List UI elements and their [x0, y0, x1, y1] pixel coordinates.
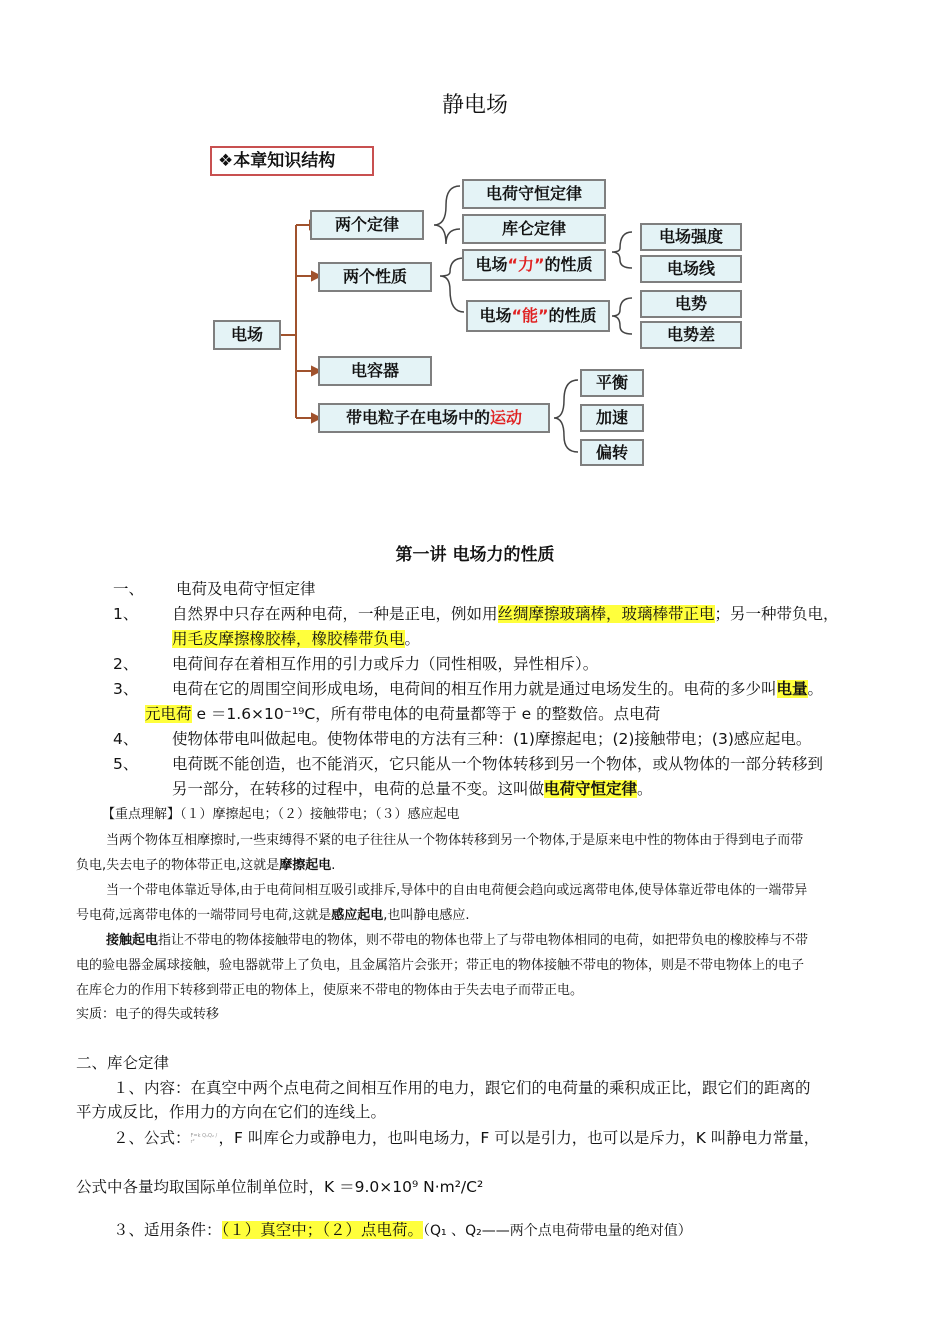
- node-particle-motion: [318, 403, 550, 433]
- node-acceleration: 加速: [580, 404, 644, 432]
- node-force-property: [462, 249, 606, 281]
- node-coulomb-law: 库仑定律: [462, 214, 606, 244]
- force-word: “力”: [507, 255, 545, 274]
- item1-num: 1、: [113, 605, 139, 623]
- force-post: 的性质: [544, 255, 593, 274]
- item1-line2: 用毛皮摩擦橡胶棒，橡胶棒带负电。: [172, 630, 421, 648]
- item3-line2: 元电荷 e ＝1.6×10⁻¹⁹C，所有带电体的电荷量都等于 e 的整数倍。点电荷: [145, 705, 661, 723]
- contact-line3: 在库仑力的作用下转移到带正电的物体上，使原来不带电的物体由于失去电子而带正电。: [76, 983, 584, 998]
- item4-num: 4、: [113, 730, 139, 748]
- force-pre: 电场: [475, 255, 508, 274]
- item2-text: 电荷间存在着相互作用的引力或斥力（同性相吸，异性相斥）。: [172, 655, 599, 673]
- node-potential: 电势: [640, 290, 742, 318]
- friction-line1: 当两个物体互相摩擦时,一些束缚得不紧的电子往往从一个物体转移到另一个物体,于是原来电中性的物体由于得到电子而带: [106, 833, 804, 848]
- coulomb-content-line1: １、内容：在真空中两个点电荷之间相互作用的电力，跟它们的电荷量的乘积成正比，跟它们的距离的: [113, 1079, 811, 1097]
- node-energy-property: [466, 300, 610, 332]
- item5-num: 5、: [113, 755, 139, 773]
- node-two-properties: 两个性质: [318, 262, 432, 292]
- energy-pre: 电场: [479, 306, 512, 325]
- node-field-lines: 电场线: [640, 255, 742, 283]
- node-capacitor: 电容器: [318, 356, 432, 386]
- sec1-title: 电荷及电荷守恒定律: [176, 580, 316, 598]
- item3-line1: 电荷在它的周围空间形成电场，电荷间的相互作用力就是通过电场发生的。电荷的多少叫电量。: [172, 680, 824, 698]
- item5-line1: 电荷既不能创造，也不能消灭，它只能从一个物体转移到另一个物体，或从物体的一部分转移到: [172, 755, 824, 773]
- essence: 实质：电子的得失或转移: [76, 1007, 220, 1022]
- sec2-title: 二、库仑定律: [76, 1054, 170, 1072]
- motion-word: 运动: [490, 408, 523, 427]
- node-electric-field: 电场: [213, 320, 281, 350]
- coulomb-conditions: ３、适用条件：（１）真空中；（２）点电荷。（Q₁ 、Q₂——两个点电荷带电量的绝对值）: [113, 1221, 692, 1239]
- sec1-num: 一、: [113, 580, 145, 598]
- energy-post: 的性质: [548, 306, 597, 325]
- item5-line2: 另一部分，在转移的过程中，电荷的总量不变。这叫做电荷守恒定律。: [172, 780, 653, 798]
- node-balance: 平衡: [580, 369, 644, 397]
- friction-line2: 负电,失去电子的物体带正电,这就是摩擦起电.: [76, 858, 336, 873]
- node-two-laws: 两个定律: [310, 210, 424, 240]
- lecture-title: 第一讲 电场力的性质: [395, 545, 555, 565]
- induction-line1: 当一个带电体靠近导体,由于电荷间相互吸引或排斥,导体中的自由电荷便会趋向或远离带电体,使导体靠近带电体的一端带异: [106, 883, 808, 898]
- node-deflection: 偏转: [580, 439, 644, 466]
- item3-num: 3、: [113, 680, 139, 698]
- page-title: 静电场: [441, 93, 508, 118]
- energy-word: “能”: [511, 306, 549, 325]
- formula-image: F=k Q₁Q₂ / r²: [190, 1132, 218, 1145]
- node-charge-conservation: 电荷守恒定律: [462, 179, 606, 209]
- coulomb-formula-line: ２、公式：F=k Q₁Q₂ / r² ，F 叫库仑力或静电力，也叫电场力，F 可以是引力，也可以是斥力，K 叫静电力常量，: [113, 1129, 820, 1147]
- key-points: 【重点理解】（１）摩擦起电；（２）接触带电；（３）感应起电: [102, 807, 460, 822]
- node-potential-difference: 电势差: [640, 321, 742, 349]
- coulomb-units: 公式中各量均取国际单位制单位时，K ＝9.0×10⁹ N·m²/C²: [76, 1178, 484, 1196]
- induction-line2: 号电荷,远离带电体的一端带同号电荷,这就是感应起电,也叫静电感应.: [76, 908, 470, 923]
- contact-line2: 电的验电器金属球接触，验电器就带上了负电，且金属箔片会张开；带正电的物体接触不带电的物体，则是不带电物体上的电子: [76, 958, 805, 973]
- motion-pre: 带电粒子在电场中的: [345, 408, 490, 427]
- node-field-strength: 电场强度: [640, 223, 742, 251]
- diagram-header: ❖本章知识结构: [210, 146, 374, 176]
- coulomb-content-line2: 平方成反比，作用力的方向在它们的连线上。: [76, 1103, 387, 1121]
- item2-num: 2、: [113, 655, 139, 673]
- item4-text: 使物体带电叫做起电。使物体带电的方法有三种：(1)摩擦起电；(2)接触带电；(3)感应起电。: [172, 730, 812, 748]
- contact-line1: 接触起电指让不带电的物体接触带电的物体，则不带电的物体也带上了与带电物体相同的电荷，如把带负电的橡胶棒与不带: [106, 933, 809, 948]
- item1-line1: 自然界中只存在两种电荷，一种是正电，例如用丝绸摩擦玻璃棒，玻璃棒带正电；另一种带负电，: [172, 605, 839, 623]
